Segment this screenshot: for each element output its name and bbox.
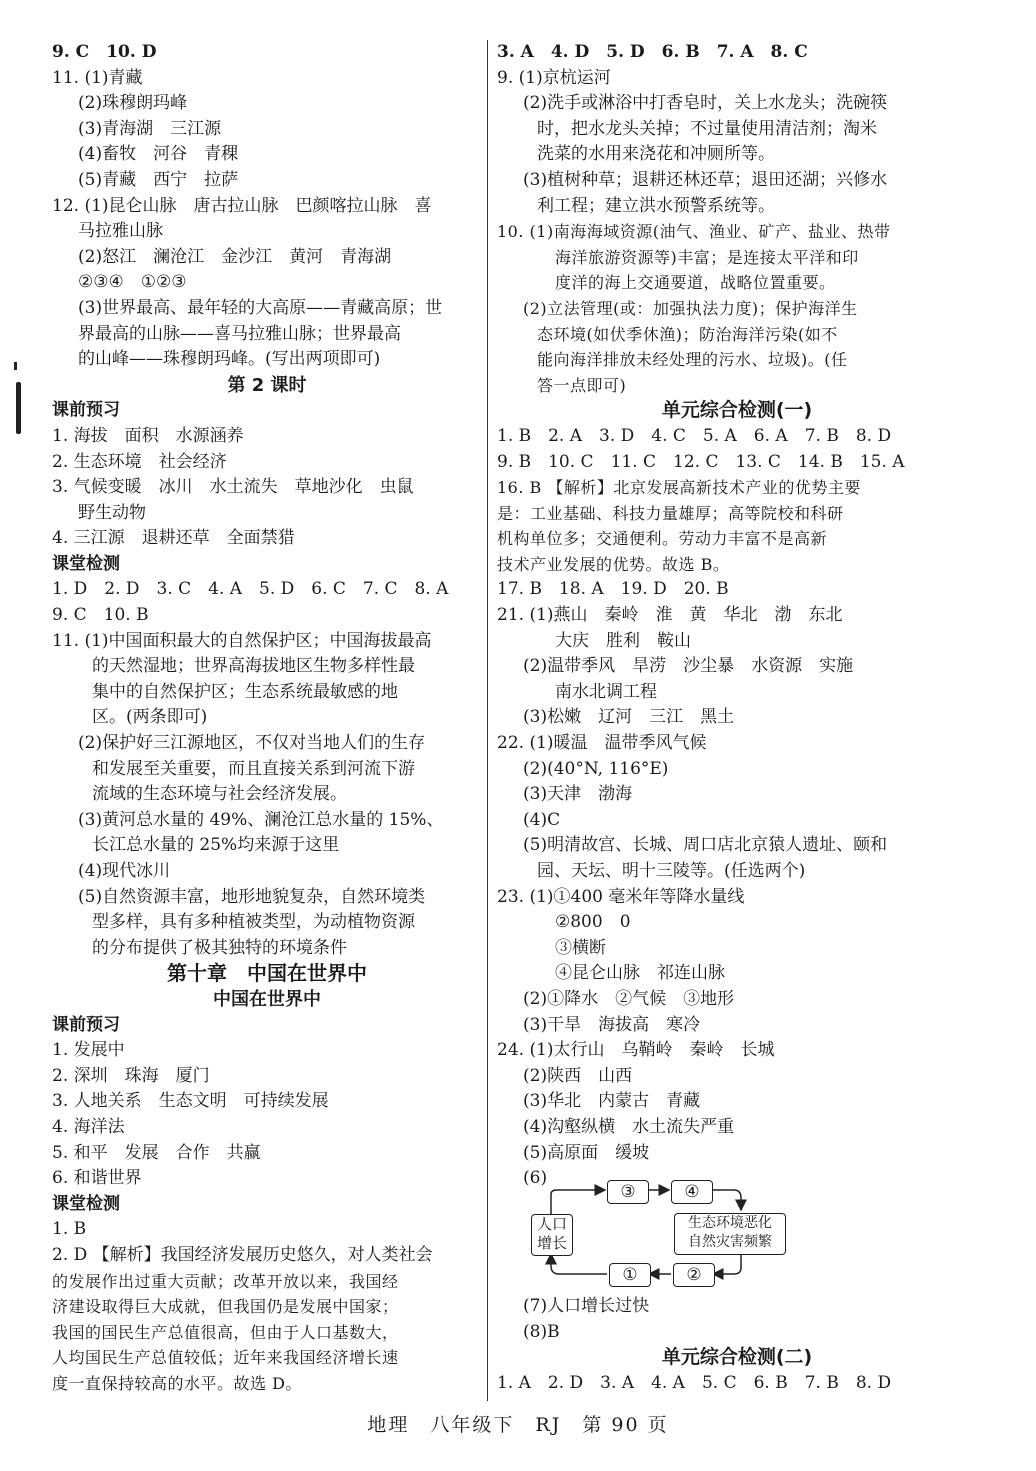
answer-line: 24. (1)太行山 乌鞘岭 秦岭 长城 [497,1040,775,1061]
answer-line: 3. A 4. D 5. D 6. B 7. A 8. C [497,42,808,62]
section-label: 课前预习 [52,1014,120,1035]
diagram-node-2: ② [673,1263,715,1287]
answer-line: 区。(两条即可) [92,707,208,728]
answer-line: 长江总水量的 25%均来源于这里 [92,835,340,856]
chapter-title: 第十章 中国在世界中 [167,961,367,986]
answer-line: (2)保护好三江源地区，不仅对当地人们的生存 [78,733,426,754]
answer-line: 洗菜的水用来浇花和冲厕所等。 [537,144,775,165]
unit-test-title: 单元综合检测(二) [661,1346,813,1369]
answer-line: 4. 三江源 退耕还草 全面禁猎 [52,528,295,549]
answer-line: (5)青藏 西宁 拉萨 [78,169,239,190]
answer-line: 9. C 10. B [52,605,149,626]
answer-line: 2. 生态环境 社会经济 [52,451,227,472]
answer-line: 的分布提供了极其独特的环境条件 [92,937,347,958]
answer-line: (2)怒江 澜沧江 金沙江 黄河 青海湖 [78,246,392,267]
answer-line: (5)明清故宫、长城、周口店北京猿人遗址、颐和 [523,835,888,856]
answer-line: 1. 发展中 [52,1040,125,1061]
answer-line: 利工程；建立洪水预警系统等。 [537,195,775,216]
answer-line: 能向海洋排放未经处理的污水、垃圾)。(任 [537,350,848,370]
answer-line: (4)畜牧 河谷 青稞 [78,144,239,165]
answer-line: (7)人口增长过快 [523,1296,650,1317]
answer-line: 时，把水龙头关掉；不过量使用清洁剂；淘米 [537,118,877,139]
answer-line: 我国的国民生产总值很高，但由于人口基数大， [52,1322,399,1342]
answer-line: 3. 人地关系 生态文明 可持续发展 [52,1091,329,1112]
answer-line: (2)温带季风 旱涝 沙尘暴 水资源 实施 [523,656,854,677]
answer-line: (2)陕西 山西 [523,1065,633,1086]
scan-mark [16,382,21,434]
answer-line: (2)①降水 ②气候 ③地形 [523,988,735,1009]
ecology-worsening-box: 生态环境恶化 自然灾害频繁 [674,1213,786,1255]
column-divider [487,40,488,1401]
answer-line: (3)松嫩 辽河 三江 黑土 [523,707,735,728]
answer-line: 1. 海拔 面积 水源涵养 [52,425,244,446]
answer-line: 17. B 18. A 19. D 20. B [497,579,729,600]
answer-line: (8)B [523,1321,560,1342]
answer-line: (3)世界最高、最年轻的大高原——青藏高原；世 [78,297,443,318]
answer-line: (3)植树种草；退耕还林还草；退田还湖；兴修水 [523,169,888,190]
answer-line: 界最高的山脉——喜马拉雅山脉；世界最高 [78,323,401,344]
answer-line: 态环境(如伏季休渔)；防治海洋污染(如不 [537,324,838,344]
section-label: 课前预习 [52,400,120,421]
diagram-node-3: ③ [607,1180,649,1204]
answer-line: 22. (1)暖温 温带季风气候 [497,733,707,754]
answer-line: ③横断 [555,937,606,958]
section-label: 课堂检测 [52,553,120,574]
answer-line: (3)华北 内蒙古 青藏 [523,1091,701,1112]
answer-line: 答一点即可) [537,375,627,395]
answer-line: 11. (1)青藏 [52,67,143,88]
answer-line: 21. (1)燕山 秦岭 淮 黄 华北 渤 东北 [497,605,843,626]
answer-line: 2. 深圳 珠海 厦门 [52,1065,210,1086]
answer-line: 的天然湿地；世界高海拔地区生物多样性最 [92,656,415,677]
answer-line: (3)天津 渤海 [523,784,633,805]
answer-line: 技术产业发展的优势。故选 B。 [497,554,730,574]
population-growth-box: 人口 增长 [531,1214,573,1256]
answer-line: (6) [523,1168,548,1189]
answer-line: (2)洗手或淋浴中打香皂时，关上水龙头；洗碗筷 [523,93,888,114]
answer-line: 园、天坛、明十三陵等。(任选两个) [537,861,806,881]
cycle-diagram [529,1180,789,1290]
answer-line: 1. A 2. D 3. A 4. A 5. C 6. B 7. B 8. D [497,1372,892,1393]
answer-line: 4. 海洋法 [52,1116,125,1137]
arrow-right-to-2 [713,1252,741,1274]
answer-line: 大庆 胜利 鞍山 [555,630,691,651]
diagram-node-4: ④ [671,1180,713,1204]
answer-line: 16. B 【解析】北京发展高新技术产业的优势主要 [497,478,861,498]
answer-line: (4)现代冰川 [78,861,171,881]
answer-line: 人均国民生产总值较低；近年来我国经济增长速 [52,1348,399,1368]
answer-line: 是：工业基础、科技力量雄厚；高等院校和科研 [497,503,844,523]
left-column [52,40,482,1396]
answer-line: ②③④ ①②③ [78,272,187,293]
answer-line: 野生动物 [78,502,146,523]
diagram-node-1: ① [609,1263,651,1287]
answer-line: 10. (1)南海海域资源(油气、渔业、矿产、盐业、热带 [497,222,891,242]
answer-line: 1. D 2. D 3. C 4. A 5. D 6. C 7. C 8. A [52,579,449,600]
answer-line: (2)(40°N, 116°E) [523,758,669,779]
answer-line: (2)珠穆朗玛峰 [78,93,188,114]
answer-line: (5)高原面 缓坡 [523,1142,650,1163]
answer-line: 度洋的海上交通要道，战略位置重要。 [555,273,836,293]
answer-line: (4)沟壑纵横 水土流失严重 [523,1116,735,1137]
answer-line: 1. B 2. A 3. D 4. C 5. A 6. A 7. B 8. D [497,425,892,446]
answer-line: 5. 和平 发展 合作 共赢 [52,1142,261,1163]
answer-line: ②800 0 [555,912,631,933]
answer-line: 9. B 10. C 11. C 12. C 13. C 14. B 15. A [497,451,905,472]
answer-line: 机构单位多；交通便利。劳动力丰富不是高新 [497,529,828,549]
answer-line: 3. 气候变暖 冰川 水土流失 草地沙化 虫鼠 [52,477,414,498]
answer-line: 23. (1)①400 毫米年等降水量线 [497,886,745,907]
answer-line: 1. B [52,1219,87,1240]
arrow-1-to-left [551,1254,607,1274]
answer-line: 2. D 【解析】我国经济发展历史悠久，对人类社会 [52,1244,433,1265]
section-title: 第 2 课时 [227,374,307,396]
answer-line: ④昆仑山脉 祁连山脉 [555,963,725,984]
section-title: 中国在世界中 [213,988,321,1010]
answer-line: (5)自然资源丰富，地形地貌复杂，自然环境类 [78,886,426,907]
answer-line: 的发展作出过重大贡献；改革开放以来，我国经 [52,1271,399,1291]
answer-line: 度一直保持较高的水平。故选 D。 [52,1373,302,1393]
answer-line: (2)立法管理(或：加强执法力度)；保护海洋生 [523,298,858,318]
page-footer: 地理 八年级下 RJ 第 90 页 [367,1414,669,1436]
section-label: 课堂检测 [52,1193,120,1214]
answer-line: 和发展至关重要，而且直接关系到河流下游 [92,758,415,779]
answer-line: 9. C 10. D [52,42,157,62]
answer-line: 9. (1)京杭运河 [497,67,611,88]
scan-mark [14,362,17,370]
answer-line: 12. (1)昆仑山脉 唐古拉山脉 巴颜喀拉山脉 喜 [52,195,432,216]
unit-test-title: 单元综合检测(一) [661,399,813,422]
arrow-4-to-right [711,1190,741,1210]
answer-line: 的山峰——珠穆朗玛峰。(写出两项即可) [78,349,381,370]
answer-line: (3)干旱 海拔高 寒冷 [523,1014,701,1035]
answer-line: (3)青海湖 三江源 [78,118,222,139]
answer-line: 11. (1)中国面积最大的自然保护区；中国海拔最高 [52,630,432,651]
answer-line: 马拉雅山脉 [78,221,163,242]
answer-line: 集中的自然保护区；生态系统最敏感的地 [92,681,398,702]
answer-line: 济建设取得巨大成就，但我国仍是发展中国家； [52,1297,399,1317]
answer-line: 流域的生态环境与社会经济发展。 [92,784,347,805]
answer-line: (4)C [523,809,561,830]
answer-line: 6. 和谐世界 [52,1168,142,1189]
answer-line: 南水北调工程 [555,681,657,702]
answer-line: (3)黄河总水量的 49%、澜沧江总水量的 15%、 [78,809,444,830]
answer-line: 海洋旅游资源等)丰富；是连接太平洋和印 [555,247,859,267]
answer-line: 型多样，具有多种植被类型，为动植物资源 [92,912,415,933]
